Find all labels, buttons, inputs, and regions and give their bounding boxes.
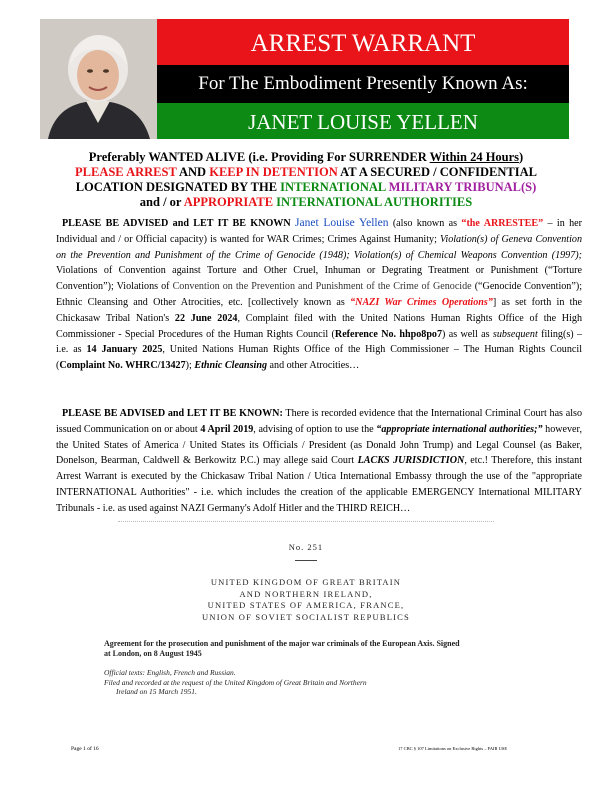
intro-text: ) bbox=[519, 150, 524, 164]
treaty-number: No. 251 bbox=[288, 542, 324, 552]
paragraph-text: and other Atrocities… bbox=[267, 360, 360, 372]
intro-appropriate: APPROPRIATE bbox=[183, 195, 274, 209]
intro-authorities: INTERNATIONAL AUTHORITIES bbox=[273, 195, 473, 209]
paragraph-date: 4 April 2019 bbox=[200, 423, 254, 435]
paragraph-text: subsequent bbox=[492, 328, 538, 340]
warrant-title: ARREST WARRANT bbox=[157, 19, 569, 65]
page-number: Page 1 of 16 bbox=[71, 746, 99, 752]
paragraph-text: ); bbox=[185, 360, 195, 372]
reference-number: Reference No. hhpo8po7 bbox=[334, 328, 443, 340]
paragraph-text: – in her Individual and / or Official capacity) is wanted for WAR Crimes; Crimes Against Humanity; bbox=[56, 218, 583, 245]
paragraph-text: however, the United States of America / United States its Officials / President (as Donald John Trump) and Legal Counsel (as Baker, Donelson, Bearman, Caldwell & Berkowitz P.C.) may allege said Court bbox=[56, 423, 583, 467]
treaty-nation-line: UNION OF SOVIET SOCIALIST REPUBLICS bbox=[202, 611, 410, 622]
intro-line-3 bbox=[30, 180, 582, 195]
subject-name-inline: Janet Louise Yellen bbox=[295, 217, 389, 229]
paragraph-text: Convention on the Prevention and Punishment of the Crime of Genocide bbox=[172, 281, 472, 293]
paragraph-text: filing(s) – i.e. as bbox=[56, 328, 582, 356]
treaty-note: Filed and recorded at the request of the United Kingdom of Great Britain and Northern bbox=[104, 677, 367, 687]
jurisdiction-label: LACKS JURISDICTION bbox=[357, 455, 465, 467]
intro-line-4 bbox=[30, 195, 582, 210]
complaint-number: Complaint No. WHRC/13427 bbox=[59, 360, 186, 372]
treaty-nation-line: UNITED STATES OF AMERICA, FRANCE, bbox=[207, 600, 405, 610]
intro-deadline: Within 24 Hours bbox=[429, 150, 520, 164]
paragraph-text: , etc.! Therefore, this instant Arrest Warrant is executed by the Chickasaw Tribal Nation / Utica International Embassy through the use of the "appropriate INTERNATIONAL Authorities" - i.e. which includes the creation of the applicable EMERGENCY International MILITARY Tribunals - i.e. as used against NAZI Germany's Adolf Hitler and the THIRD REICH… bbox=[56, 455, 583, 514]
warrant-paragraph-2 bbox=[56, 406, 582, 517]
treaty-note: Official texts: English, French and Russian. bbox=[104, 668, 236, 677]
treaty-note: Ireland on 15 March 1951. bbox=[116, 687, 197, 696]
paragraph-date: 14 January 2025 bbox=[86, 344, 163, 356]
authorities-quote: “appropriate international authorities;” bbox=[376, 423, 543, 435]
intro-line-1 bbox=[30, 150, 582, 165]
intro-line-2 bbox=[30, 165, 582, 180]
portrait-image bbox=[40, 19, 157, 139]
treaty-notes bbox=[104, 668, 484, 697]
paragraph-text: , United Nations Human Rights Office of the High Commissioner – The Human Rights Council ( bbox=[56, 344, 582, 372]
advisory-heading: PLEASE BE ADVISED and LET IT BE KNOWN: bbox=[62, 408, 283, 419]
treaty-nations bbox=[100, 577, 512, 623]
footer-legal-note: 17 CBC § 107 Limitations on Exclusive Rights – FAIR USE bbox=[398, 746, 508, 751]
intro-text: and / or bbox=[139, 195, 184, 209]
paragraph-text: ) as well as bbox=[442, 328, 493, 340]
warrant-subtitle: For The Embodiment Presently Known As: bbox=[157, 65, 569, 103]
warrant-intro bbox=[30, 150, 582, 210]
treaty-excerpt bbox=[100, 542, 512, 697]
paragraph-date: 22 June 2024 bbox=[174, 312, 238, 324]
arrestee-label: “the ARRESTEE” bbox=[461, 218, 544, 229]
paragraph-text: , advising of option to use the bbox=[253, 423, 377, 435]
paragraph-text: Violations of Convention against Torture and Other Cruel, Inhuman or Degrating Treatment or Punishment (“Torture Convention”); Violations of bbox=[56, 265, 582, 293]
subject-name: JANET LOUISE YELLEN bbox=[157, 103, 569, 139]
advisory-heading: PLEASE BE ADVISED and LET IT BE KNOWN bbox=[62, 218, 296, 229]
paragraph-text: (also known as bbox=[388, 218, 462, 229]
intro-arrest: PLEASE ARREST bbox=[75, 165, 177, 179]
intro-international: INTERNATIONAL bbox=[280, 180, 386, 194]
intro-text: LOCATION DESIGNATED BY THE bbox=[75, 180, 281, 194]
intro-text: AT A SECURED / CONFIDENTIAL bbox=[337, 165, 537, 179]
paragraph-text: Ethnic Cleansing bbox=[194, 360, 268, 372]
paragraph-text: , Complaint filed with the United Nations Human Rights Office of the High Commissioner - Special Procedures of the Human Rights Council ( bbox=[56, 312, 582, 340]
paragraph-text: (“Genocide Convention”); Ethnic Cleansing and Other Atrocities, etc. [collectively known as bbox=[56, 281, 583, 308]
warrant-paragraph-1 bbox=[56, 216, 582, 374]
intro-detention: KEEP IN DETENTION bbox=[209, 165, 338, 179]
treaty-nation-line: UNITED KINGDOM OF GREAT BRITAIN bbox=[210, 577, 402, 587]
treaty-agreement: Agreement for the prosecution and punishment of the major war criminals of the European Axis. Signed at London, on 8 August 1945 bbox=[104, 639, 460, 658]
treaty-nation-line: AND NORTHERN IRELAND, bbox=[239, 588, 373, 599]
paragraph-text: ] as set forth in the Chickasaw Tribal Nation's bbox=[56, 296, 583, 324]
section-divider bbox=[118, 521, 494, 522]
paragraph-text: Violation(s) of Geneva Convention on the Prevention and Punishment of the Crime of Genocide (1948); Violation(s) of Chemical Weapons Convention (1997); bbox=[56, 233, 582, 261]
subject-photo bbox=[40, 19, 157, 139]
treaty-dash bbox=[295, 560, 317, 561]
intro-text: AND bbox=[176, 165, 210, 179]
intro-text: Preferably WANTED ALIVE (i.e. Providing For SURRENDER bbox=[88, 150, 430, 164]
paragraph-text: There is recorded evidence that the International Criminal Court has also issued Communication on or about bbox=[56, 408, 582, 435]
warrant-banner bbox=[40, 19, 569, 139]
operations-label: “NAZI War Crimes Operations” bbox=[350, 296, 493, 308]
intro-tribunals: MILITARY TRIBUNAL(S) bbox=[385, 180, 537, 194]
